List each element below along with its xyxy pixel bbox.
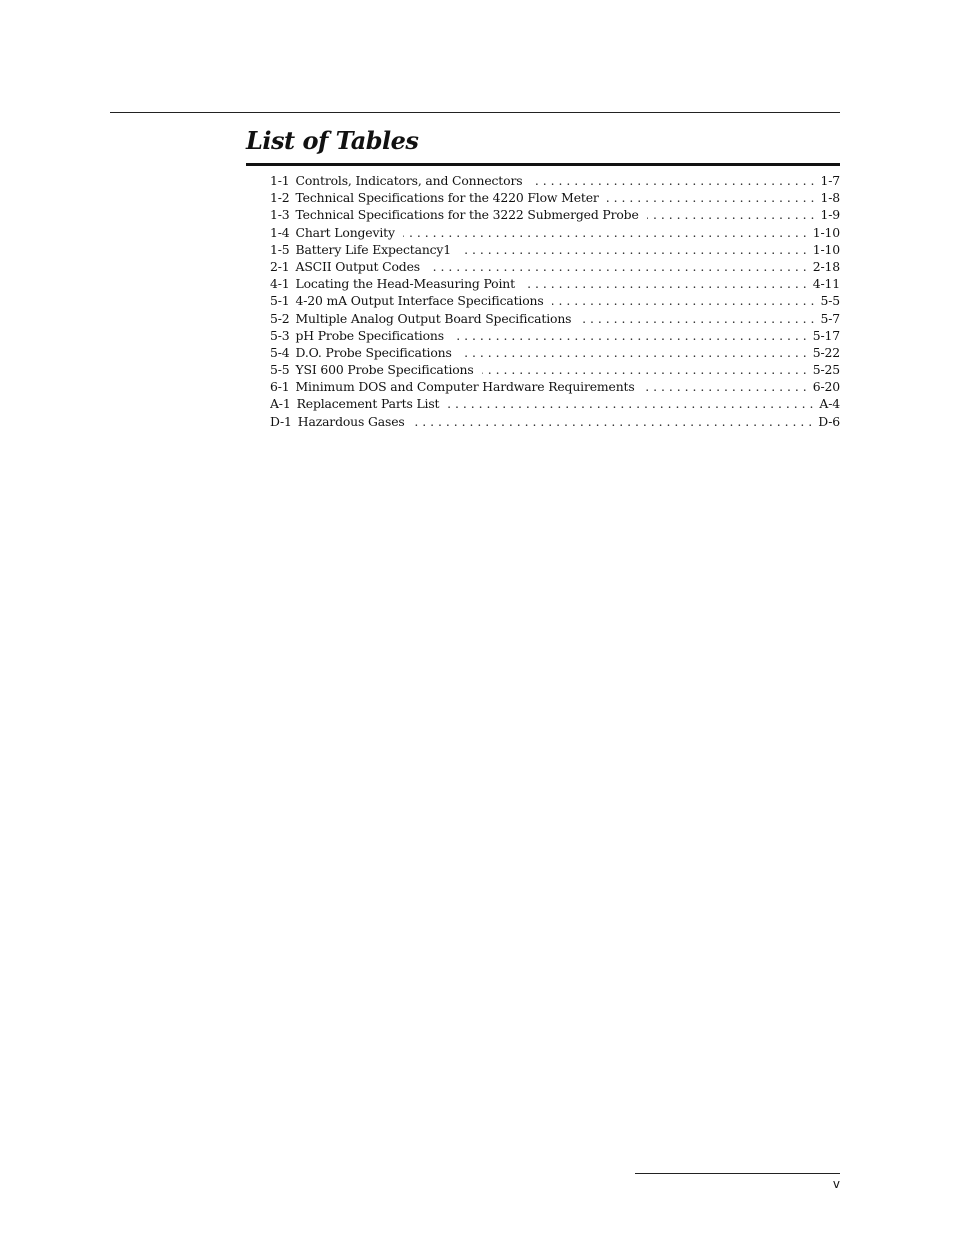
dot-leader [607,189,815,206]
dot-leader [447,395,813,412]
title-rule [246,163,840,166]
toc-entry-number: 1-5 [270,241,290,257]
toc-entry-label: Multiple Analog Output Board Specifications [295,310,572,326]
dot-leader [643,378,807,395]
dot-leader [552,292,815,309]
toc-entry-label: Technical Specifications for the 3222 Submerged Probe [295,207,639,223]
dot-leader [482,361,807,378]
toc-entry-number: A-1 [270,396,291,412]
dot-leader [413,413,813,430]
toc-entry-page: D-6 [818,413,840,429]
toc-entry-label: 4-20 mA Output Interface Specifications [295,293,544,309]
toc-entry-page: 5-7 [820,310,840,326]
toc-entry-number: 1-2 [270,190,290,206]
toc-entry-number: 5-4 [270,344,290,360]
toc-entry[interactable] [270,344,840,361]
toc-entry-label: Hazardous Gases [297,413,405,429]
toc-entry-page: 5-5 [820,293,840,309]
toc-entry-page: 5-25 [812,362,840,378]
toc-entry-label: YSI 600 Probe Specifications [295,362,474,378]
toc-entry[interactable] [270,413,840,430]
toc-entry-label: ASCII Output Codes [295,258,420,274]
toc-entry[interactable] [270,206,840,223]
toc-entry-label: Battery Life Expectancy1 [295,241,452,257]
toc-entry[interactable] [270,275,840,292]
toc-entry-page: A-4 [819,396,840,412]
toc-entry-number: 5-1 [270,293,290,309]
toc-entry[interactable] [270,189,840,206]
toc-entry[interactable] [270,292,840,309]
toc-entry[interactable] [270,395,840,412]
toc-entry-page: 1-10 [812,224,840,240]
dot-leader [403,224,807,241]
toc-entry-label: Technical Specifications for the 4220 Flow Meter [295,190,599,206]
page-number: v [832,1177,840,1191]
toc-entry-label: Replacement Parts List [296,396,440,412]
toc-entry-number: 2-1 [270,258,290,274]
toc-entry-number: 1-4 [270,224,290,240]
toc-entry-page: 6-20 [812,379,840,395]
toc-entry-label: Controls, Indicators, and Connectors [295,173,523,188]
toc-entry[interactable] [270,224,840,241]
dot-leader [523,275,807,292]
toc-entry-page: 1-9 [820,207,840,223]
toc-entry[interactable] [270,378,840,395]
toc-entry-number: 4-1 [270,276,290,292]
dot-leader [647,206,815,223]
page-title: List of Tables [246,126,419,155]
toc-entry-number: 5-3 [270,327,290,343]
toc-entry-page: 1-7 [820,173,840,188]
toc-entry-number: 6-1 [270,379,290,395]
dot-leader [460,344,807,361]
toc-entry[interactable] [270,310,840,327]
toc-entry-number: 1-1 [270,173,290,188]
toc-entry-page: 1-10 [812,241,840,257]
toc-entry[interactable] [270,258,840,275]
toc-entry-page: 2-18 [812,258,840,274]
footer-rule [635,1173,840,1174]
dot-leader [579,310,814,327]
toc-entry-page: 5-17 [812,327,840,343]
toc-entry-page: 4-11 [812,276,840,292]
toc-entry[interactable] [270,327,840,344]
dot-leader [459,241,807,258]
toc-entry[interactable] [270,172,840,189]
toc-entry-number: 5-2 [270,310,290,326]
dot-leader [530,172,814,189]
dot-leader [452,327,807,344]
toc-entry-number: 1-3 [270,207,290,223]
toc-entry[interactable] [270,241,840,258]
table-of-contents [270,172,840,430]
toc-entry-page: 5-22 [812,344,840,360]
toc-entry-label: D.O. Probe Specifications [295,344,452,360]
toc-entry-label: Minimum DOS and Computer Hardware Requirements [295,379,635,395]
top-rule [110,112,840,113]
toc-entry-label: pH Probe Specifications [295,327,444,343]
dot-leader [428,258,807,275]
toc-entry-page: 1-8 [820,190,840,206]
toc-entry-number: 5-5 [270,362,290,378]
toc-entry-label: Chart Longevity [295,224,395,240]
toc-entry[interactable] [270,361,840,378]
toc-entry-number: D-1 [270,413,292,429]
toc-entry-label: Locating the Head-Measuring Point [295,276,515,292]
